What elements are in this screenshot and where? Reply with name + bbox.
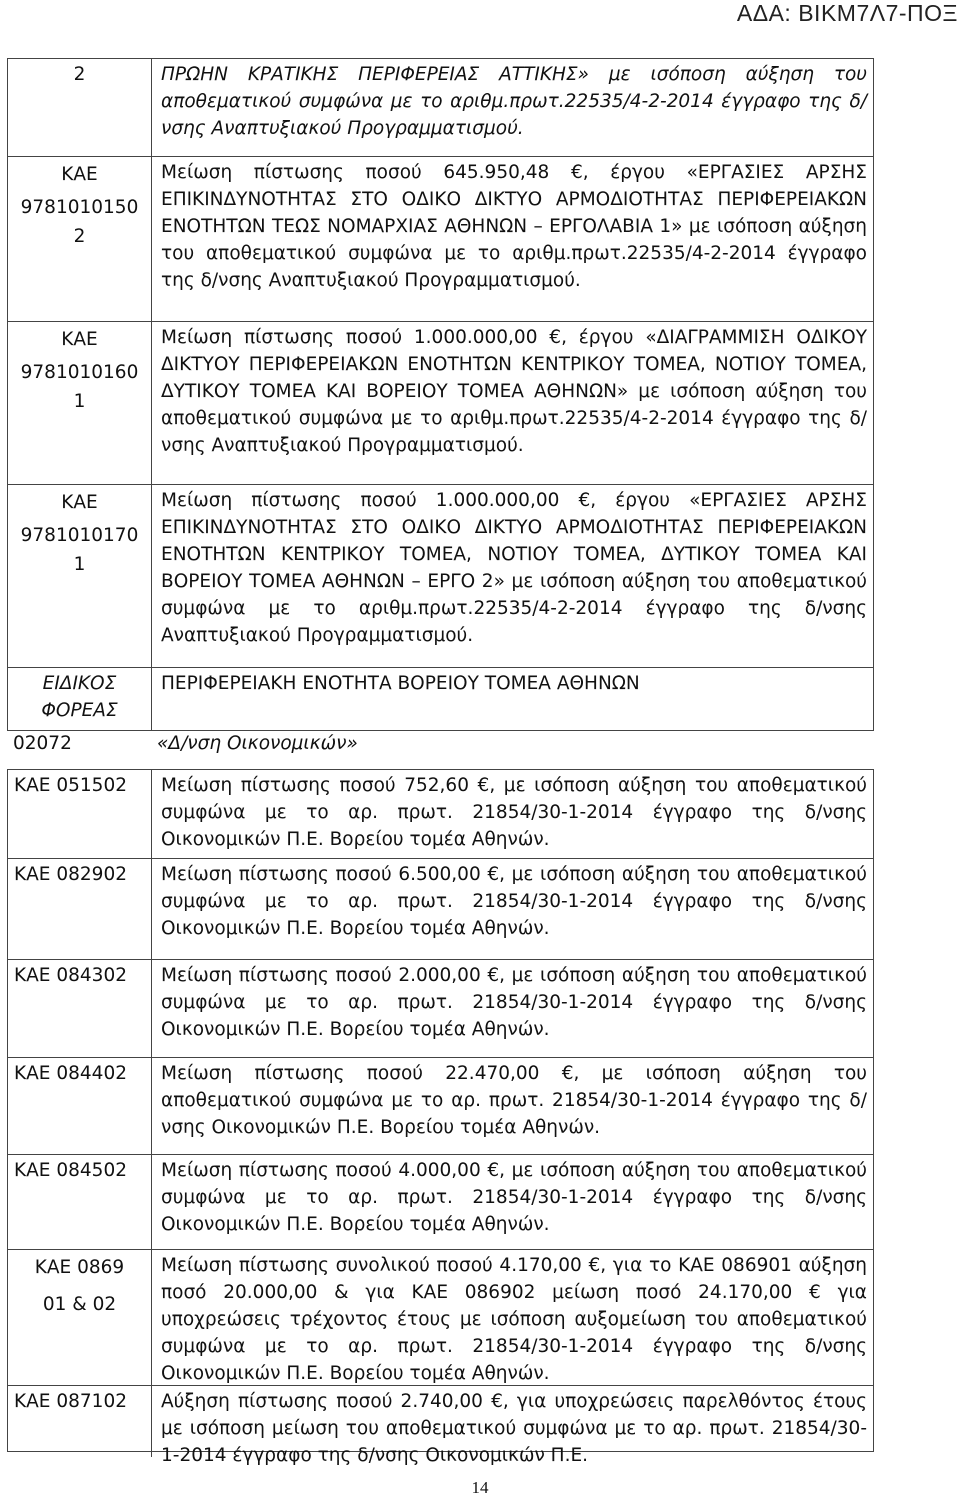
row-key [8,485,152,667]
row-key [8,1058,152,1154]
key-line: 1 [73,391,86,412]
row-key [8,157,152,321]
table-row [8,858,873,959]
row-key [8,668,152,730]
section-name: «Δ/νση Οικονομικών» [157,733,358,754]
row-text: Μείωση πίστωσης ποσού 645.950,48 €, έργου «ΕΡΓΑΣΙΕΣ ΑΡΣΗΣ ΕΠΙΚΙΝΔΥΝΟΤΗΤΑΣ ΣΤΟ ΟΔΙΚΟ ΔΙΚΤΥΟ ΑΡΜΟΔΙΟΤΗΤΑΣ ΠΕΡΙΦΕΡΕΙΑΚΩΝ ΕΝΟΤΗΤΩΝ ΤΕΩΣ ΝΟΜΑΡΧΙΑΣ ΑΘΗΝΩΝ – ΕΡΓΟΛΑΒΙΑ 1» με ισόποση αύξηση του αποθεματικού συμφώνα με το αριθμ.πρωτ.22535/4-2-2014 έγγραφο της δ/νσης Αναπτυξιακού Προγραμματισμού. [161,162,867,291]
row-key [8,960,152,1057]
key-line: ΚΑΕ [61,164,98,185]
key-line: 01 & 02 [42,1294,117,1315]
page-number: 14 [471,1478,489,1497]
row-text: Μείωση πίστωσης ποσού 752,60 €, με ισόποση αύξηση του αποθεματικού συμφώνα με το αρ. πρωτ. 21854/30-1-2014 έγγραφο της δ/νσης Οικονομικών Π.Ε. Βορείου τομέα Αθηνών. [161,775,867,850]
row-text: Μείωση πίστωσης ποσού 1.000.000,00 €, έργου «ΔΙΑΓΡΑΜΜΙΣΗ ΟΔΙΚΟΥ ΔΙΚΤΥΟΥ ΠΕΡΙΦΕΡΕΙΑΚΩΝ ΕΝΟΤΗΤΩΝ ΚΕΝΤΡΙΚΟΥ ΤΟΜΕΑ, ΝΟΤΙΟΥ ΤΟΜΕΑ, ΔΥΤΙΚΟΥ ΤΟΜΕΑ ΚΑΙ ΒΟΡΕΙΟΥ ΤΟΜΕΑ ΑΘΗΝΩΝ» με ισόποση αύξηση του αποθεματικού συμφώνα με το αριθμ.πρωτ.22535/4-2-2014 έγγραφο της δ/νσης Αναπτυξιακού Προγραμματισμού. [161,327,867,456]
key-line: ΚΑΕ 082902 [14,864,127,885]
key-line: 2 [73,226,86,247]
table-row [7,485,874,668]
row-key [8,322,152,484]
key-line: ΚΑΕ 087102 [14,1391,127,1412]
ada-stamp: ΑΔΑ: ΒΙΚΜ7Λ7-ΠΟΞ [736,0,958,26]
key-line: ΚΑΕ 084302 [14,965,127,986]
row-text: Μείωση πίστωσης ποσού 2.000,00 €, με ισόποση αύξηση του αποθεματικού συμφώνα με το αρ. πρωτ. 21854/30-1-2014 έγγραφο της δ/νσης Οικονομικών Π.Ε. Βορείου τομέα Αθηνών. [161,965,867,1040]
row-text: Μείωση πίστωσης ποσού 6.500,00 €, με ισόποση αύξηση του αποθεματικού συμφώνα με το αρ. πρωτ. 21854/30-1-2014 έγγραφο της δ/νσης Οικονομικών Π.Ε. Βορείου τομέα Αθηνών. [161,864,867,939]
section-heading [7,730,874,757]
table-row [8,1249,873,1385]
top-table [7,58,874,731]
row-key [8,1250,152,1385]
row-key [8,1386,152,1457]
table-row [8,1057,873,1154]
key-line: ΚΑΕ 084402 [14,1063,127,1084]
key-line: ΦΟΡΕΑΣ [41,700,118,721]
table-row [7,59,874,157]
row-text: Αύξηση πίστωσης ποσού 2.740,00 €, για υποχρεώσεις παρελθόντος έτους με ισόποση μείωση του αποθεματικού συμφώνα με το αρ. πρωτ. 21854/30-1-2014 έγγραφο της δ/νσης Οικονομικών Π.Ε. [161,1391,867,1466]
section-code: 02072 [13,733,72,754]
table-row [8,770,873,858]
table-row [7,157,874,322]
key-line: 1 [73,554,86,575]
key-line: ΚΑΕ 084502 [14,1160,127,1181]
row-text: Μείωση πίστωσης ποσού 4.000,00 €, με ισόποση αύξηση του αποθεματικού συμφώνα με το αρ. πρωτ. 21854/30-1-2014 έγγραφο της δ/νσης Οικονομικών Π.Ε. Βορείου τομέα Αθηνών. [161,1160,867,1235]
row-text: Μείωση πίστωσης ποσού 1.000.000,00 €, έργου «ΕΡΓΑΣΙΕΣ ΑΡΣΗΣ ΕΠΙΚΙΝΔΥΝΟΤΗΤΑΣ ΣΤΟ ΟΔΙΚΟ ΔΙΚΤΥΟ ΑΡΜΟΔΙΟΤΗΤΑΣ ΠΕΡΙΦΕΡΕΙΑΚΩΝ ΕΝΟΤΗΤΩΝ ΚΕΝΤΡΙΚΟΥ ΤΟΜΕΑ, ΝΟΤΙΟΥ ΤΟΜΕΑ, ΔΥΤΙΚΟΥ ΤΟΜΕΑ ΚΑΙ ΒΟΡΕΙΟΥ ΤΟΜΕΑ ΑΘΗΝΩΝ – ΕΡΓΟ 2» με ισόποση αύξηση του αποθεματικού συμφώνα με το αριθμ.πρωτ.22535/4-2-2014 έγγραφο της δ/νσης Αναπτυξιακού Προγραμματισμού. [161,490,867,646]
table-row [8,1385,873,1466]
row-text: ΠΡΩΗΝ ΚΡΑΤΙΚΗΣ ΠΕΡΙΦΕΡΕΙΑΣ ΑΤΤΙΚΗΣ» με ισόποση αύξηση του αποθεματικού συμφώνα με το αριθμ.πρωτ.22535/4-2-2014 έγγραφο της δ/νσης Αναπτυξιακού Προγραμματισμού. [161,64,867,139]
bottom-table [7,769,874,1466]
key-line: ΚΑΕ [61,492,98,513]
row-text: ΠΕΡΙΦΕΡΕΙΑΚΗ ΕΝΟΤΗΤΑ ΒΟΡΕΙΟΥ ΤΟΜΕΑ ΑΘΗΝΩΝ [161,673,640,694]
row-text: Μείωση πίστωσης ποσού 22.470,00 €, με ισόποση αύξηση του αποθεματικού συμφώνα με το αρ. πρωτ. 21854/30-1-2014 έγγραφο της δ/νσης Οικονομικών Π.Ε. Βορείου τομέα Αθηνών. [161,1063,867,1138]
key-line: ΚΑΕ [61,329,98,350]
key-line: 9781010160 [20,362,139,383]
key-line: 2 [73,64,86,85]
row-text: Μείωση πίστωσης συνολικού ποσού 4.170,00 €, για το ΚΑΕ 086901 αύξηση ποσό 20.000,00 & για ΚΑΕ 086902 μείωση ποσό 24.170,00 € για υποχρεώσεις τρέχοντος έτους με ισόποση αυξομείωση του αποθεματικού συμφώνα με το αρ. πρωτ. 21854/30-1-2014 έγγραφο της δ/νσης Οικονομικών Π.Ε. Βορείου τομέα Αθηνών. [161,1255,867,1384]
table-row [8,959,873,1057]
row-key [8,1155,152,1249]
key-line: 9781010170 [20,525,139,546]
key-line: ΚΑΕ 051502 [14,775,127,796]
row-key [8,59,152,156]
key-line: ΕΙΔΙΚΟΣ [42,673,117,694]
table-row [7,322,874,485]
key-line: 9781010150 [20,197,139,218]
table-row [8,1154,873,1249]
row-key [8,859,152,959]
row-key [8,770,152,858]
table-row [7,668,874,731]
key-line: ΚΑΕ 0869 [34,1257,125,1278]
